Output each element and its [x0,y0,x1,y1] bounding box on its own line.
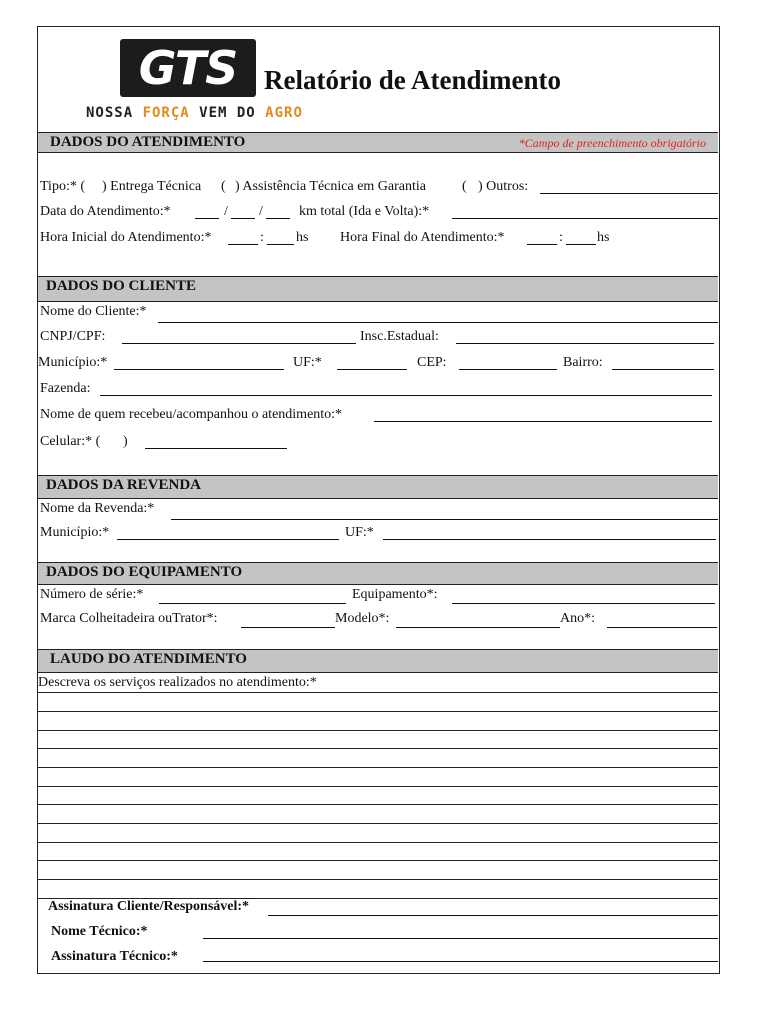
tipo-paren-garantia: ( [221,179,226,194]
section-title-cliente: DADOS DO CLIENTE [46,278,197,294]
celular-line[interactable] [145,448,287,449]
descreva-label: Descreva os serviços realizados no atendimento:* [38,675,317,690]
document-title: Relatório de Atendimento [264,65,561,95]
required-field-note: *Campo de preenchimento obrigatório [518,136,706,150]
ano-label: Ano*: [560,611,595,626]
tipo-option-garantia[interactable]: ) Assistência Técnica em Garantia [235,179,426,194]
bairro-line[interactable] [612,369,714,370]
nome-revenda-label: Nome da Revenda:* [40,501,155,516]
uf-revenda-label: UF:* [345,525,374,540]
section-title-revenda: DADOS DA REVENDA [46,477,202,493]
section-title-equipamento: DADOS DO EQUIPAMENTO [46,564,243,580]
hora-inicial-label: Hora Inicial do Atendimento:* [40,230,212,245]
section-bar-revenda [38,475,718,499]
assinatura-cliente-line[interactable] [268,915,718,916]
logo-text: GTS [138,41,238,95]
insc-estadual-line[interactable] [456,343,714,344]
section-title-atendimento: DADOS DO ATENDIMENTO [50,134,246,150]
laudo-line-3[interactable] [38,730,718,731]
data-day-line[interactable] [195,218,219,219]
tipo-option-outros[interactable]: ) Outros: [478,179,529,194]
hora-final-hs: hs [597,230,610,245]
hora-final-hour-line[interactable] [527,244,557,245]
uf-cliente-label: UF:* [293,355,322,370]
assinatura-tecnico-line[interactable] [203,961,718,962]
cnpj-cpf-label: CNPJ/CPF: [40,329,106,344]
laudo-line-10[interactable] [38,860,718,861]
hora-final-colon: : [559,230,563,245]
date-slash-2: / [259,204,263,219]
nome-revenda-line[interactable] [171,519,718,520]
laudo-line-1[interactable] [38,692,718,693]
nome-tecnico-label: Nome Técnico:* [51,924,148,939]
laudo-line-4[interactable] [38,748,718,749]
bairro-label: Bairro: [563,355,603,370]
laudo-line-5[interactable] [38,767,718,768]
cep-label: CEP: [417,355,447,370]
slogan-part1: NOSSA [86,105,143,121]
data-atendimento-label: Data do Atendimento:* [40,204,171,219]
cnpj-cpf-line[interactable] [122,343,356,344]
hora-final-minute-line[interactable] [566,244,596,245]
data-year-line[interactable] [266,218,290,219]
assinatura-cliente-label: Assinatura Cliente/Responsável:* [48,899,250,914]
tipo-paren-outros: ( [462,179,467,194]
ano-line[interactable] [607,627,717,628]
laudo-line-2[interactable] [38,711,718,712]
numero-serie-line[interactable] [159,603,346,604]
municipio-cliente-line[interactable] [114,369,284,370]
km-total-line[interactable] [452,218,718,219]
section-bar-cliente [38,276,718,302]
date-slash-1: / [224,204,228,219]
fazenda-line[interactable] [100,395,712,396]
cep-line[interactable] [459,369,557,370]
nome-cliente-label: Nome do Cliente:* [40,304,147,319]
equipamento-label: Equipamento*: [352,587,438,602]
tipo-option-entrega[interactable]: ) Entrega Técnica [102,179,202,194]
slogan-part3: VEM DO [189,105,266,121]
municipio-revenda-label: Município:* [40,525,110,540]
nome-tecnico-line[interactable] [203,938,718,939]
uf-cliente-line[interactable] [337,369,407,370]
section-title-laudo: LAUDO DO ATENDIMENTO [50,651,247,667]
data-month-line[interactable] [231,218,255,219]
km-total-label: km total (Ida e Volta):* [299,204,430,219]
municipio-cliente-label: Município:* [38,355,108,370]
equipamento-line[interactable] [452,603,715,604]
section-bar-laudo [38,649,718,673]
insc-estadual-label: Insc.Estadual: [360,329,439,344]
laudo-line-11[interactable] [38,879,718,880]
celular-label: Celular:* ( [40,434,101,449]
uf-revenda-line[interactable] [383,539,716,540]
celular-paren-close: ) [123,434,128,449]
assinatura-tecnico-label: Assinatura Técnico:* [51,949,178,964]
hora-inicial-hs: hs [296,230,309,245]
municipio-revenda-line[interactable] [117,539,339,540]
slogan-part4: AGRO [265,105,303,121]
slogan-part2: FORÇA [142,105,190,121]
laudo-line-9[interactable] [38,842,718,843]
section-bar-atendimento [38,132,718,153]
hora-inicial-hour-line[interactable] [228,244,258,245]
logo-slogan [86,105,303,121]
tipo-label: Tipo:* ( [40,179,86,194]
fazenda-label: Fazenda: [40,381,91,396]
section-bar-equipamento [38,562,718,585]
outros-field-line[interactable] [540,193,718,194]
report-form [37,26,720,974]
hora-inicial-minute-line[interactable] [267,244,294,245]
laudo-line-6[interactable] [38,786,718,787]
marca-label: Marca Colheitadeira ouTrator*: [40,611,218,626]
marca-line[interactable] [241,627,335,628]
numero-serie-label: Número de série:* [40,587,144,602]
modelo-line[interactable] [396,627,560,628]
laudo-line-7[interactable] [38,804,718,805]
laudo-line-8[interactable] [38,823,718,824]
nome-cliente-line[interactable] [158,322,718,323]
hora-final-label: Hora Final do Atendimento:* [340,230,505,245]
recebeu-line[interactable] [374,421,712,422]
hora-inicial-colon: : [260,230,264,245]
logo-badge [120,39,256,97]
recebeu-label: Nome de quem recebeu/acompanhou o atendimento:* [40,407,343,422]
modelo-label: Modelo*: [335,611,390,626]
